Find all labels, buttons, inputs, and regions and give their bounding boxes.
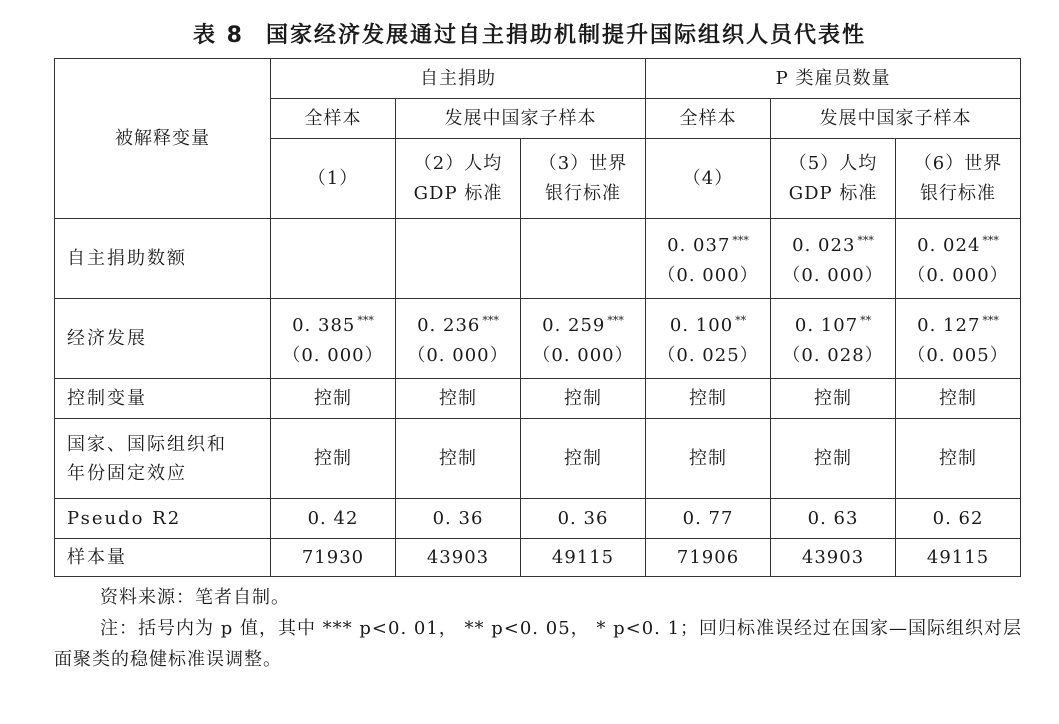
table-cell: 控制 <box>771 419 896 499</box>
p-value: （0. 028） <box>782 345 884 366</box>
p-value: （0. 000） <box>657 265 759 286</box>
subheader-full-sample: 全样本 <box>646 99 771 139</box>
p-value: （0. 000） <box>782 265 884 286</box>
coefficient-estimate <box>896 306 1020 341</box>
table-cell: 49115 <box>521 539 646 577</box>
significance-stars: *** <box>607 314 624 327</box>
table-cell: 控制 <box>771 379 896 419</box>
table-cell: 控制 <box>396 419 521 499</box>
column-header <box>896 139 1021 219</box>
column-header <box>521 139 646 219</box>
table-cell: 0. 62 <box>896 499 1021 539</box>
table-notes <box>54 582 1024 675</box>
coefficient-value: 0. 100 <box>669 315 734 336</box>
coefficient-estimate <box>396 306 520 341</box>
header-row-groups <box>55 59 1021 99</box>
coefficient-cell <box>896 219 1021 299</box>
table-cell: 控制 <box>521 379 646 419</box>
column-header <box>646 139 771 219</box>
significance-stars: *** <box>482 314 499 327</box>
table-row-voluntary-amount <box>55 219 1021 299</box>
column-header-line: （1） <box>307 167 359 189</box>
p-value: （0. 000） <box>532 345 634 366</box>
column-header <box>396 139 521 219</box>
significance-stars: *** <box>357 314 374 327</box>
table-cell: 49115 <box>896 539 1021 577</box>
significance-stars: *** <box>857 234 874 247</box>
table-cell: 71930 <box>271 539 396 577</box>
p-value: （0. 000） <box>282 345 384 366</box>
table-cell: 控制 <box>646 379 771 419</box>
row-label-line: 国家、国际组织和 <box>67 433 227 455</box>
table-cell: 控制 <box>521 419 646 499</box>
significance-stars: ** <box>860 314 872 327</box>
row-label: 自主捐助数额 <box>55 219 271 299</box>
coefficient-value: 0. 259 <box>542 315 606 336</box>
coefficient-value: 0. 107 <box>794 315 859 336</box>
empty-cell <box>271 219 396 299</box>
coefficient-value: 0. 037 <box>667 235 731 256</box>
coefficient-value: 0. 023 <box>792 235 856 256</box>
coefficient-estimate <box>896 226 1020 261</box>
coefficient-value: 0. 127 <box>917 315 981 336</box>
regression-table <box>54 58 1021 577</box>
p-value: （0. 000） <box>907 265 1009 286</box>
significance-stars: *** <box>982 234 999 247</box>
empty-cell <box>396 219 521 299</box>
column-header-line: GDP 标准 <box>788 182 878 204</box>
coefficient-cell <box>646 219 771 299</box>
table-cell: 0. 36 <box>521 499 646 539</box>
column-header-line: （5）人均 <box>788 152 878 174</box>
table-cell: 71906 <box>646 539 771 577</box>
table-cell: 控制 <box>396 379 521 419</box>
table-cell: 0. 42 <box>271 499 396 539</box>
column-header-line: （2）人均 <box>413 152 503 174</box>
column-header-line: GDP 标准 <box>413 182 503 204</box>
footnote: 注：括号内为 p 值，其中 *** p<0. 01， ** p<0. 05， * p<0. 1；回归标准误经过在国家—国际组织对层面聚类的稳健标准误调整。 <box>54 618 1023 670</box>
table-row-fixed-effects <box>55 419 1021 499</box>
coefficient-estimate <box>271 306 395 341</box>
table-row-controls <box>55 379 1021 419</box>
column-header-line: （3）世界 <box>538 152 628 174</box>
group-header-p-staff: P 类雇员数量 <box>646 59 1021 99</box>
coefficient-cell <box>646 299 771 379</box>
stub-header: 被解释变量 <box>55 59 271 219</box>
subheader-developing: 发展中国家子样本 <box>396 99 646 139</box>
row-label: Pseudo R2 <box>55 499 271 539</box>
coefficient-cell <box>771 219 896 299</box>
column-header-line: 银行标准 <box>545 182 622 204</box>
row-label: 经济发展 <box>55 299 271 379</box>
significance-stars: ** <box>735 314 747 327</box>
table-number: 表 8 <box>193 23 244 48</box>
column-header <box>271 139 396 219</box>
table-cell: 控制 <box>896 379 1021 419</box>
row-label: 样本量 <box>55 539 271 577</box>
table-cell: 控制 <box>646 419 771 499</box>
coefficient-cell <box>896 299 1021 379</box>
coefficient-cell <box>771 299 896 379</box>
empty-cell <box>521 219 646 299</box>
coefficient-estimate <box>646 306 770 341</box>
coefficient-estimate <box>771 306 895 341</box>
p-value: （0. 000） <box>407 345 509 366</box>
coefficient-value: 0. 236 <box>417 315 481 336</box>
table-cell: 0. 36 <box>396 499 521 539</box>
column-header-line: （4） <box>682 167 734 189</box>
subheader-developing: 发展中国家子样本 <box>771 99 1021 139</box>
table-cell: 0. 63 <box>771 499 896 539</box>
p-value: （0. 025） <box>657 345 759 366</box>
table-cell: 控制 <box>271 419 396 499</box>
coefficient-cell <box>271 299 396 379</box>
coefficient-value: 0. 385 <box>292 315 356 336</box>
table-cell: 0. 77 <box>646 499 771 539</box>
column-header-line: （6）世界 <box>913 152 1003 174</box>
column-header-line: 银行标准 <box>920 182 997 204</box>
row-label <box>55 419 271 499</box>
coefficient-estimate <box>646 226 770 261</box>
table-row-econ-dev <box>55 299 1021 379</box>
group-header-voluntary: 自主捐助 <box>271 59 646 99</box>
row-label-line: 年份固定效应 <box>67 462 187 484</box>
p-value: （0. 005） <box>907 345 1009 366</box>
coefficient-cell <box>396 299 521 379</box>
coefficient-value: 0. 024 <box>917 235 981 256</box>
table-cell: 43903 <box>396 539 521 577</box>
coefficient-estimate <box>521 306 645 341</box>
source-note: 资料来源：笔者自制。 <box>100 587 290 608</box>
table-title-text: 国家经济发展通过自主捐助机制提升国际组织人员代表性 <box>265 23 866 48</box>
table-row-sample-size <box>55 539 1021 577</box>
significance-stars: *** <box>732 234 749 247</box>
table-row-pseudo-r2 <box>55 499 1021 539</box>
coefficient-estimate <box>771 226 895 261</box>
table-title <box>0 18 1059 49</box>
table-cell: 43903 <box>771 539 896 577</box>
subheader-full-sample: 全样本 <box>271 99 396 139</box>
coefficient-cell <box>521 299 646 379</box>
column-header <box>771 139 896 219</box>
table-cell: 控制 <box>271 379 396 419</box>
table-cell: 控制 <box>896 419 1021 499</box>
row-label: 控制变量 <box>55 379 271 419</box>
significance-stars: *** <box>982 314 999 327</box>
